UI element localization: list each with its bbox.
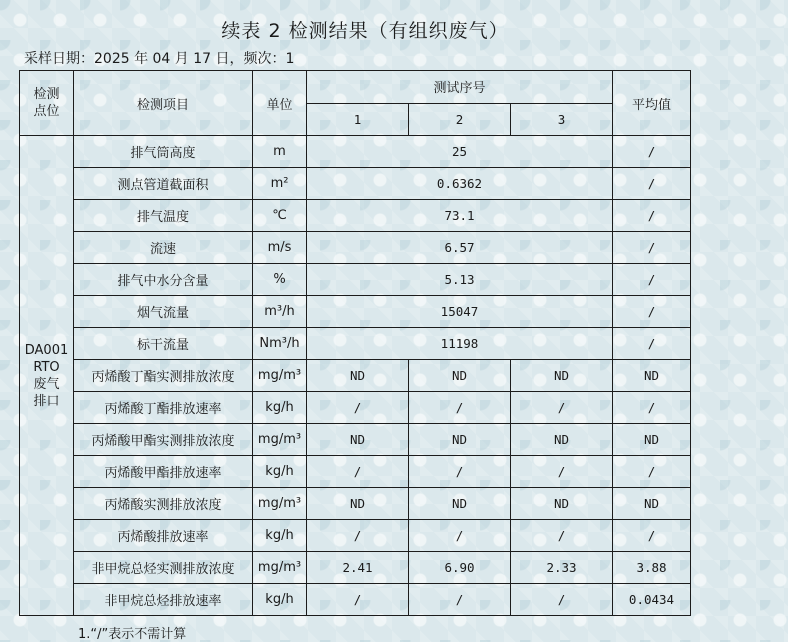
average: /: [613, 200, 691, 232]
footnote: 1.“/”表示不需计算: [78, 627, 187, 642]
header-seq-3: 3: [511, 103, 613, 136]
item-name: 排气温度: [74, 200, 253, 232]
value-3: /: [511, 456, 613, 488]
item-name: 烟气流量: [74, 296, 253, 328]
document-title: 续表 2 检测结果（有组织废气）: [221, 20, 509, 42]
value-1: ND: [307, 488, 409, 520]
merged-value: 6.57: [307, 232, 613, 264]
average: /: [613, 392, 691, 424]
table-row: [20, 168, 691, 200]
average: /: [613, 456, 691, 488]
average: ND: [613, 360, 691, 392]
unit: ℃: [253, 200, 307, 232]
unit: Nm³/h: [253, 328, 307, 360]
value-1: /: [307, 392, 409, 424]
table-row: [20, 232, 691, 264]
value-3: /: [511, 584, 613, 616]
unit: m: [253, 136, 307, 168]
average: /: [613, 328, 691, 360]
table-row: [20, 520, 691, 552]
item-name: 排气中水分含量: [74, 264, 253, 296]
header-seq-2: 2: [409, 103, 511, 136]
value-1: /: [307, 584, 409, 616]
value-3: ND: [511, 488, 613, 520]
unit: m²: [253, 168, 307, 200]
unit: mg/m³: [253, 552, 307, 584]
item-name: 测点管道截面积: [74, 168, 253, 200]
average: /: [613, 296, 691, 328]
table-row: [20, 360, 691, 392]
merged-value: 15047: [307, 296, 613, 328]
unit: %: [253, 264, 307, 296]
value-2: /: [409, 584, 511, 616]
unit: kg/h: [253, 456, 307, 488]
item-name: 丙烯酸甲酯实测排放浓度: [74, 424, 253, 456]
average: /: [613, 232, 691, 264]
header-point: 检测 点位: [20, 71, 74, 136]
average: ND: [613, 424, 691, 456]
header-unit: 单位: [253, 71, 307, 136]
point-label: DA001 RTO 废气 排口: [20, 136, 74, 616]
item-name: 排气筒高度: [74, 136, 253, 168]
table-row: [20, 392, 691, 424]
unit: kg/h: [253, 584, 307, 616]
merged-value: 0.6362: [307, 168, 613, 200]
average: ND: [613, 488, 691, 520]
table-row: [20, 296, 691, 328]
item-name: 丙烯酸甲酯排放速率: [74, 456, 253, 488]
item-name: 丙烯酸丁酯实测排放浓度: [74, 360, 253, 392]
table-row: [20, 584, 691, 616]
table-row: [20, 456, 691, 488]
merged-value: 73.1: [307, 200, 613, 232]
average: /: [613, 264, 691, 296]
unit: mg/m³: [253, 488, 307, 520]
table-row: [20, 136, 691, 168]
header-seq-1: 1: [307, 103, 409, 136]
value-1: /: [307, 456, 409, 488]
value-2: /: [409, 392, 511, 424]
value-1: /: [307, 520, 409, 552]
average: /: [613, 520, 691, 552]
value-2: ND: [409, 360, 511, 392]
item-name: 非甲烷总烃实测排放浓度: [74, 552, 253, 584]
header-row: [20, 71, 691, 104]
value-1: 2.41: [307, 552, 409, 584]
value-2: ND: [409, 424, 511, 456]
item-name: 标干流量: [74, 328, 253, 360]
value-3: ND: [511, 360, 613, 392]
unit: m³/h: [253, 296, 307, 328]
average: 0.0434: [613, 584, 691, 616]
table-row: [20, 488, 691, 520]
header-seq: 测试序号: [307, 71, 613, 104]
unit: kg/h: [253, 392, 307, 424]
unit: mg/m³: [253, 360, 307, 392]
value-3: /: [511, 392, 613, 424]
sampling-info: 采样日期：2025 年 04 月 17 日，频次：1: [24, 51, 295, 67]
unit: mg/m³: [253, 424, 307, 456]
value-2: /: [409, 520, 511, 552]
item-name: 非甲烷总烃排放速率: [74, 584, 253, 616]
unit: kg/h: [253, 520, 307, 552]
average: /: [613, 168, 691, 200]
average: 3.88: [613, 552, 691, 584]
item-name: 丙烯酸丁酯排放速率: [74, 392, 253, 424]
table-row: [20, 424, 691, 456]
value-1: ND: [307, 424, 409, 456]
value-3: /: [511, 520, 613, 552]
header-item: 检测项目: [74, 71, 253, 136]
merged-value: 11198: [307, 328, 613, 360]
item-name: 流速: [74, 232, 253, 264]
merged-value: 5.13: [307, 264, 613, 296]
value-1: ND: [307, 360, 409, 392]
value-3: 2.33: [511, 552, 613, 584]
value-2: /: [409, 456, 511, 488]
table-row: [20, 200, 691, 232]
value-3: ND: [511, 424, 613, 456]
value-2: ND: [409, 488, 511, 520]
table-row: [20, 328, 691, 360]
item-name: 丙烯酸实测排放浓度: [74, 488, 253, 520]
value-2: 6.90: [409, 552, 511, 584]
unit: m/s: [253, 232, 307, 264]
results-table: [19, 70, 691, 616]
header-avg: 平均值: [613, 71, 691, 136]
average: /: [613, 136, 691, 168]
merged-value: 25: [307, 136, 613, 168]
table-row: [20, 264, 691, 296]
table-row: [20, 552, 691, 584]
item-name: 丙烯酸排放速率: [74, 520, 253, 552]
